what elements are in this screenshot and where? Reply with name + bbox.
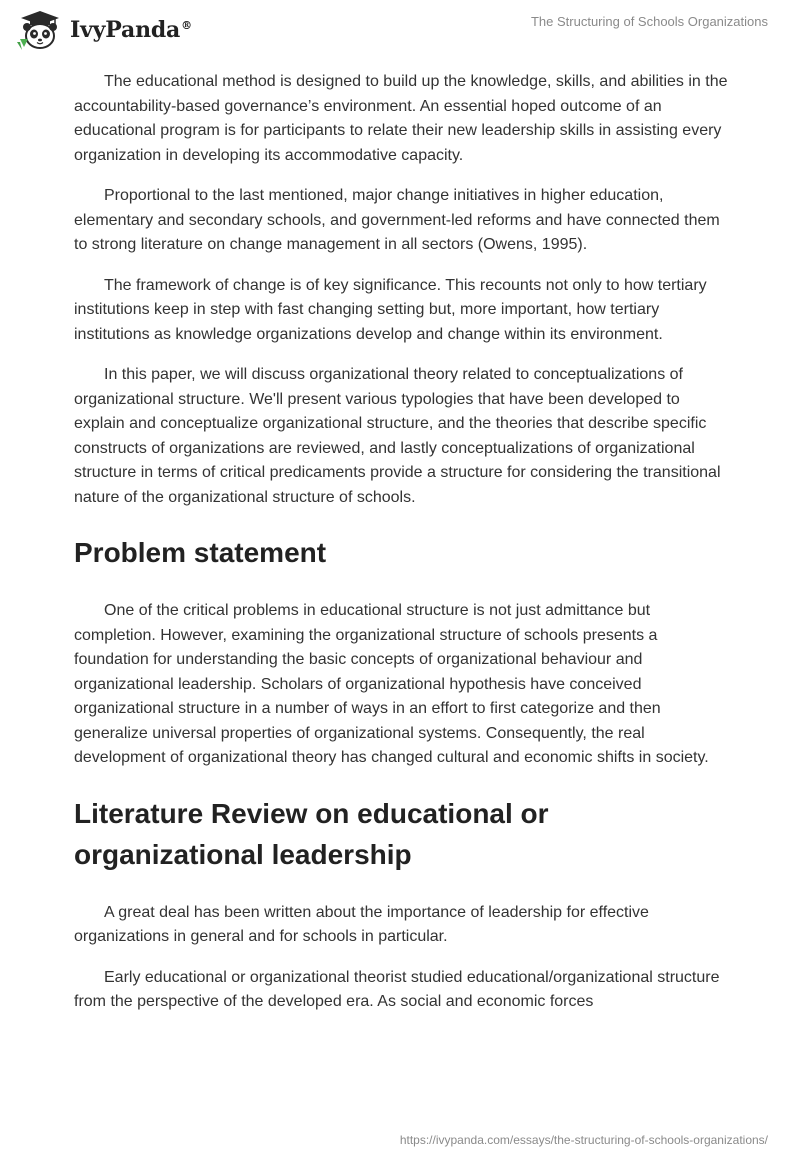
section-heading-problem-statement: Problem statement: [74, 537, 327, 568]
paragraph: In this paper, we will discuss organizational theory related to conceptualizations of organizational structure. We'll present various typologies that have been developed to explain and conceptualize organizational structure, and the theories that describe specific constructs of organizations are reviewed, and lastly conceptualizations of organizational structure in terms of critical predicaments provide a structure for considering the transitional nature of the organizational structure of schools.: [74, 366, 721, 506]
page-header: [0, 0, 800, 66]
brand-name: IvyPanda®: [70, 17, 192, 43]
paragraph: Early educational or organizational theorist studied educational/organizational structure from the perspective of the developed era. As social and economic forces: [74, 968, 720, 1010]
document-title: The Structuring of Schools Organizations: [530, 14, 768, 29]
essay-body: [74, 70, 734, 1031]
registered-mark: ®: [181, 18, 192, 32]
paragraph: Proportional to the last mentioned, major change initiatives in higher education, elementary and secondary schools, and government-led reforms and have connected them to strong literature on change management in all sectors (Owens, 1995).: [74, 187, 720, 253]
paragraph: A great deal has been written about the importance of leadership for effective organizations in general and for schools in particular.: [74, 903, 649, 945]
section-heading-literature-review: Literature Review on educational or organizational leadership: [74, 797, 549, 870]
paragraph: One of the critical problems in educational structure is not just admittance but completion. However, examining the organizational structure of schools presents a foundation for understanding the basic concepts of organizational behaviour and organizational leadership. Scholars of organizational hypothesis have conceived organizational structure in a number of ways in an effort to first categorize and then generalize universal properties of organizational systems. Consequently, the real development of organizational theory has changed cultural and economic shifts in society.: [74, 602, 709, 766]
paragraph: The framework of change is of key significance. This recounts not only to how tertiary institutions keep in step with fast changing setting but, more important, how tertiary institutions as knowledge organizations develop and change within its environment.: [74, 276, 707, 343]
paragraph: The educational method is designed to build up the knowledge, skills, and abilities in the accountability-based governance’s environment. An essential hoped outcome of an educational program is for participants to relate their new leadership skills in assisting every organization in developing its accommodative capacity.: [74, 73, 728, 164]
ivypanda-logo[interactable]: [14, 9, 192, 51]
source-url[interactable]: https://ivypanda.com/essays/the-structuring-of-schools-organizations/: [399, 1133, 768, 1147]
panda-graduate-icon: [14, 9, 66, 51]
